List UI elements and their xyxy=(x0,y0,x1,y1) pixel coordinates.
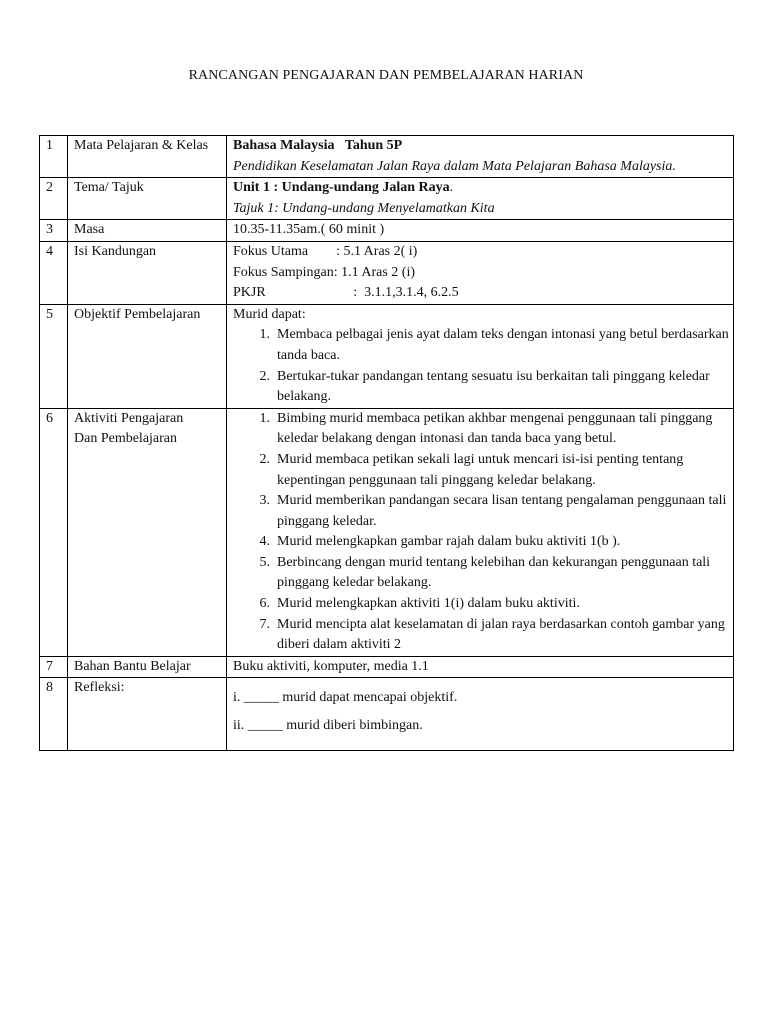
row-label: Tema/ Tajuk xyxy=(68,178,227,220)
tajuk-line: Tajuk 1: Undang-undang Menyelamatkan Kita xyxy=(233,200,495,216)
list-item xyxy=(233,450,729,491)
row-label: Refleksi: xyxy=(68,678,227,750)
content-line xyxy=(233,263,729,284)
row-number: 8 xyxy=(40,678,68,750)
subject-subtitle: Pendidikan Keselamatan Jalan Raya dalam Mata Pelajaran Bahasa Malaysia. xyxy=(233,158,676,174)
list-item-text: Membaca pelbagai jenis ayat dalam teks dengan intonasi yang betul berdasarkan tanda baca. xyxy=(277,327,729,363)
table-row xyxy=(40,408,734,656)
row-content xyxy=(227,178,734,220)
row-number: 4 xyxy=(40,241,68,304)
row-number: 7 xyxy=(40,656,68,678)
content-key: PKJR xyxy=(233,285,354,301)
list-item xyxy=(233,615,729,656)
row-content xyxy=(227,136,734,178)
row-label xyxy=(68,408,227,656)
list-item-number: 1. xyxy=(259,410,270,426)
content-value: : 1.1 Aras 2 (i) xyxy=(333,264,415,280)
row-content xyxy=(227,678,734,750)
row-label: Isi Kandungan xyxy=(68,241,227,304)
list-item xyxy=(233,594,729,615)
row-number: 3 xyxy=(40,220,68,242)
table-row xyxy=(40,178,734,220)
list-item-text: Murid melengkapkan gambar rajah dalam buku aktiviti 1(b ). xyxy=(277,534,621,550)
reflection-box xyxy=(233,678,729,749)
row-label: Bahan Bantu Belajar xyxy=(68,656,227,678)
list-item-number: 3. xyxy=(259,493,270,509)
objective-intro: Murid dapat: xyxy=(233,306,306,322)
row-number: 5 xyxy=(40,304,68,408)
list-item-text: Bimbing murid membaca petikan akhbar mengenai penggunaan tali pinggang keledar belakang dengan intonasi dan tanda baca yang betul. xyxy=(277,410,713,447)
list-item-text: Murid membaca petikan sekali lagi untuk mencari isi-isi penting tentang kepentingan penggunaan tali pinggang keledar belakang. xyxy=(277,451,684,488)
list-item xyxy=(233,491,729,532)
list-item-text: Murid memberikan pandangan secara lisan tentang pengalaman penggunaan tali pinggang keledar. xyxy=(277,493,727,529)
row-label-line: Aktiviti Pengajaran xyxy=(74,410,184,426)
row-label: Mata Pelajaran & Kelas xyxy=(68,136,227,178)
row-content xyxy=(227,304,734,408)
content-line xyxy=(233,242,729,263)
content-value: : 5.1 Aras 2( i) xyxy=(336,243,418,259)
unit-line xyxy=(233,178,729,199)
unit-title: Unit 1 : Undang-undang Jalan Raya xyxy=(233,180,450,196)
row-content xyxy=(227,408,734,656)
list-item-text: Murid melengkapkan aktiviti 1(i) dalam buku aktiviti. xyxy=(277,596,580,612)
list-item-number: 1. xyxy=(259,327,270,343)
content-line xyxy=(233,283,729,304)
row-content xyxy=(227,241,734,304)
table-row xyxy=(40,241,734,304)
row-number: 1 xyxy=(40,136,68,178)
table-row xyxy=(40,304,734,408)
row-content: 10.35-11.35am.( 60 minit ) xyxy=(227,220,734,242)
list-item-number: 2. xyxy=(259,368,270,384)
list-item-number: 5. xyxy=(259,554,270,570)
list-item xyxy=(233,325,729,366)
row-number: 6 xyxy=(40,408,68,656)
row-label: Masa xyxy=(68,220,227,242)
list-item-text: Bertukar-tukar pandangan tentang sesuatu isu berkaitan tali pinggang keledar belakang. xyxy=(277,368,710,405)
table-row xyxy=(40,678,734,750)
list-item-number: 4. xyxy=(259,534,270,550)
unit-title-end: . xyxy=(449,180,454,196)
lesson-plan-table xyxy=(39,135,734,751)
list-item-number: 2. xyxy=(259,451,270,467)
row-label-line: Dan Pembelajaran xyxy=(74,431,178,447)
reflection-line: i. _____ murid dapat mencapai objektif. xyxy=(233,690,458,706)
list-item xyxy=(233,367,729,408)
list-item xyxy=(233,553,729,594)
row-number: 2 xyxy=(40,178,68,220)
content-key: Fokus Utama xyxy=(233,243,337,259)
content-key: Fokus Sampingan xyxy=(233,264,334,280)
table-row xyxy=(40,656,734,678)
table-row xyxy=(40,136,734,178)
page-title: RANCANGAN PENGAJARAN DAN PEMBELAJARAN HARIAN xyxy=(188,68,584,83)
subject-class: Bahasa Malaysia Tahun 5P xyxy=(233,138,403,153)
table-row xyxy=(40,220,734,242)
list-item-number: 7. xyxy=(259,616,270,632)
row-label: Objektif Pembelajaran xyxy=(68,304,227,408)
row-content: Buku aktiviti, komputer, media 1.1 xyxy=(227,656,734,678)
list-item-number: 6. xyxy=(259,596,270,612)
list-item xyxy=(233,409,729,450)
content-value: : 3.1.1,3.1.4, 6.2.5 xyxy=(353,285,459,301)
list-item-text: Berbincang dengan murid tentang kelebihan dan kekurangan penggunaan tali pinggang keledar belakang. xyxy=(277,554,711,591)
reflection-line: ii. _____ murid diberi bimbingan. xyxy=(233,718,423,734)
list-item-text: Murid mencipta alat keselamatan di jalan raya berdasarkan contoh gambar yang diberi dalam aktiviti 2 xyxy=(277,616,725,653)
list-item xyxy=(233,532,729,553)
